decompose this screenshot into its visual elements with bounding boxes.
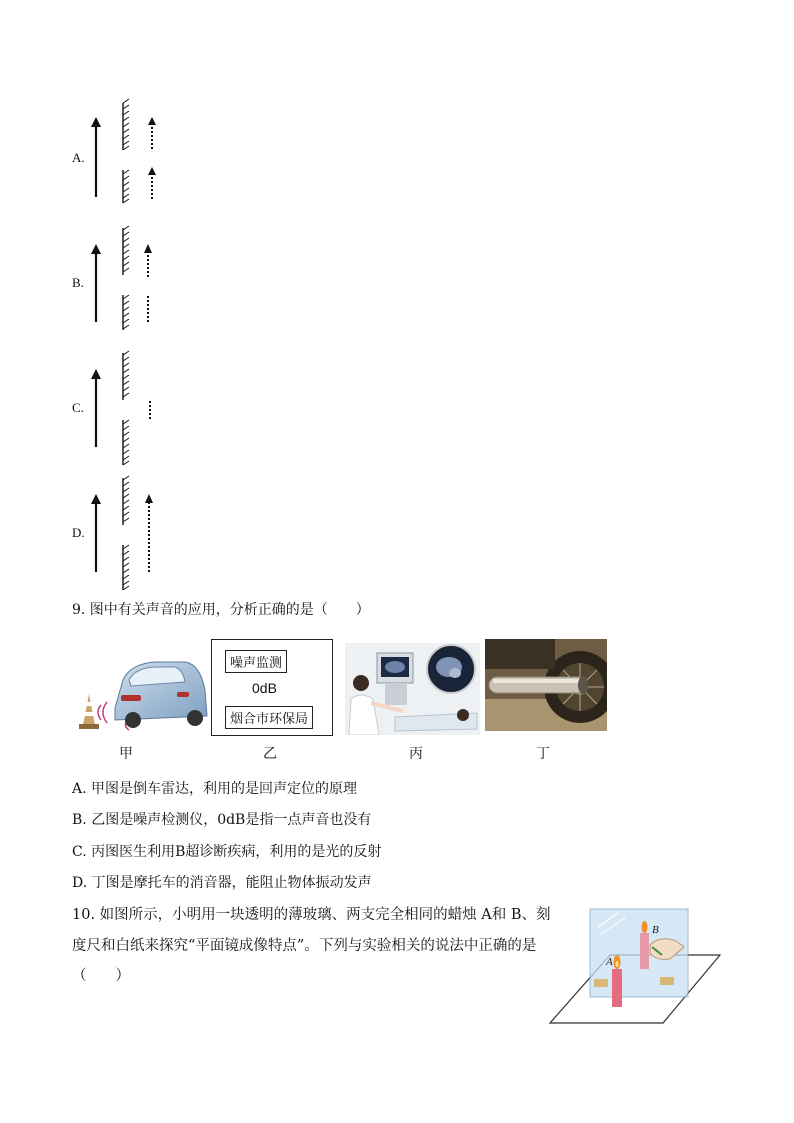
caption-ding: 丁	[536, 746, 550, 762]
caption-yi: 乙	[263, 746, 277, 762]
option-a-label[interactable]: A.	[72, 150, 85, 165]
plane-mirror-figure	[548, 905, 724, 1027]
option-d-diagram	[85, 472, 175, 594]
car-radar-image	[75, 650, 210, 732]
q10-stem-line3: （ ）	[72, 968, 130, 984]
q9-choice-c[interactable]: C. 丙图医生利用B超诊断疾病，利用的是光的反射	[72, 844, 382, 860]
noise-monitor-agency: 烟合市环保局	[225, 706, 313, 729]
noise-monitor-panel	[211, 639, 333, 736]
noise-reading: 0dB	[252, 680, 277, 696]
q10-stem-line1: 10. 如图所示，小明用一块透明的薄玻璃、两支完全相同的蜡烛 A和 B、刻	[72, 907, 551, 923]
caption-bing: 丙	[409, 746, 423, 762]
candle-a-label: A	[606, 956, 613, 968]
muffler-image	[485, 639, 607, 731]
option-d-label[interactable]: D.	[72, 525, 85, 540]
candle-b-label: B	[652, 924, 659, 936]
option-a-diagram	[85, 95, 175, 205]
q9-stem: 9. 图中有关声音的应用，分析正确的是（ ）	[72, 602, 370, 618]
caption-jia: 甲	[119, 746, 133, 762]
q10-stem-line2: 度尺和白纸来探究“平面镜成像特点”。下列与实验相关的说法中正确的是	[72, 938, 537, 954]
q9-choice-d[interactable]: D. 丁图是摩托车的消音器，能阻止物体振动发声	[72, 875, 372, 891]
option-b-diagram	[85, 222, 175, 332]
q9-choice-a[interactable]: A. 甲图是倒车雷达，利用的是回声定位的原理	[72, 781, 358, 797]
ultrasound-image	[345, 643, 480, 735]
noise-monitor-title: 噪声监测	[225, 650, 287, 673]
option-c-diagram	[85, 347, 175, 472]
option-b-label[interactable]: B.	[72, 275, 84, 290]
q9-choice-b[interactable]: B. 乙图是噪声检测仪，0dB是指一点声音也没有	[72, 812, 372, 828]
option-c-label[interactable]: C.	[72, 400, 84, 415]
